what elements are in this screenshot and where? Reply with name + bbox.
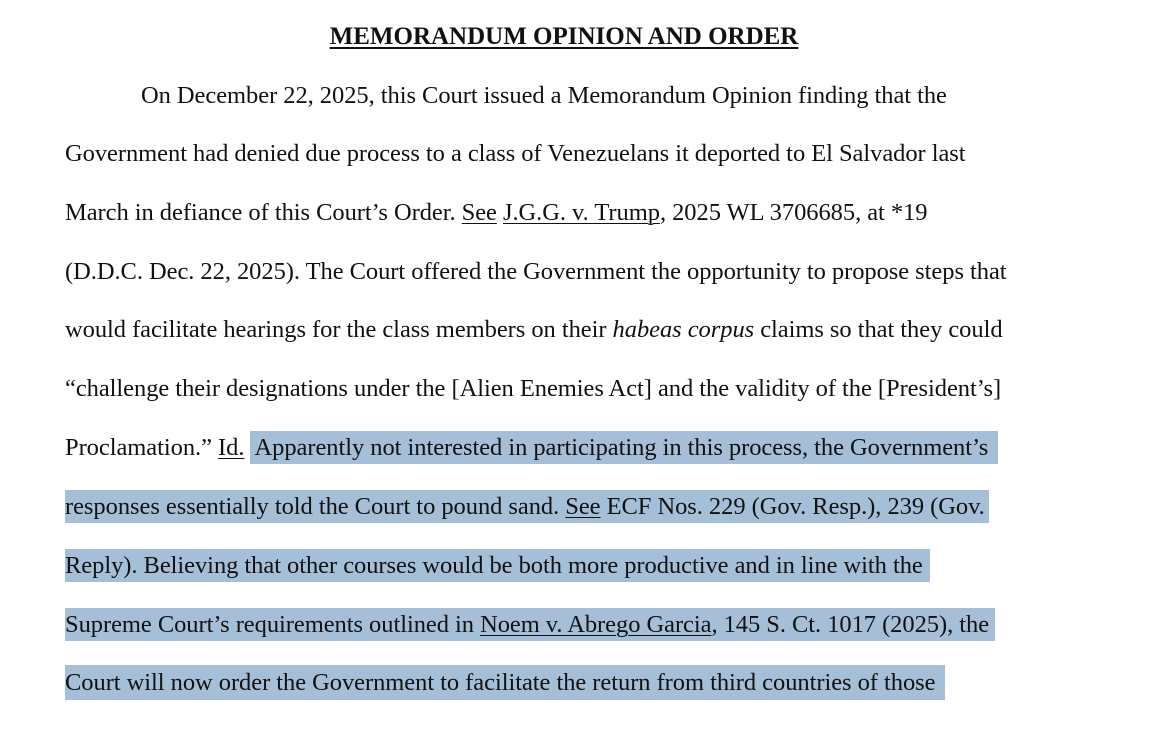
line-text: Government had denied due process to a class of Venezuelans it deported to El Salvador last — [65, 140, 966, 167]
italic-term: habeas corpus — [612, 316, 755, 343]
paragraph-line-9 — [65, 549, 930, 583]
line-text: would facilitate hearings for the class members on their — [65, 316, 613, 343]
line-text: March in defiance of this Court’s Order. — [65, 199, 462, 226]
paragraph-line-8 — [65, 490, 989, 524]
paragraph-line-7 — [65, 431, 998, 465]
line-text: , 145 S. Ct. 1017 (2025), the — [711, 611, 990, 638]
line-text: ECF Nos. 229 (Gov. Resp.), 239 (Gov. — [600, 493, 985, 520]
line-text: “challenge their designations under the [Alien Enemies Act] and the validity of the [President’s] — [65, 375, 1002, 402]
citation-id: Id. — [218, 434, 245, 461]
paragraph-line-1 — [141, 79, 947, 113]
line-text: , 2025 WL 3706685, at *19 — [659, 199, 928, 226]
document-title: MEMORANDUM OPINION AND ORDER — [329, 23, 799, 50]
paragraph-line-3 — [65, 196, 927, 230]
line-text: responses essentially told the Court to pound sand. — [65, 493, 566, 520]
paragraph-line-5 — [65, 313, 1003, 347]
highlighted-text — [65, 608, 995, 641]
paragraph-line-11 — [65, 666, 945, 700]
line-text: Proclamation.” — [65, 434, 219, 461]
highlighted-text: Court will now order the Government to facilitate the return from third countries of those — [65, 665, 945, 700]
paragraph-line-4 — [65, 255, 1007, 289]
highlighted-text: Apparently not interested in participating in this process, the Government’s — [250, 431, 998, 464]
line-text: On December 22, 2025, this Court issued a Memorandum Opinion finding that the — [141, 82, 947, 109]
citation-signal-see: See — [565, 493, 601, 520]
citation-signal-see: See — [461, 199, 497, 226]
case-name: J.G.G. v. Trump — [502, 199, 660, 226]
line-text: claims so that they could — [754, 316, 1003, 343]
highlighted-text — [65, 490, 989, 523]
paragraph-line-2 — [65, 137, 966, 171]
paragraph-line-6 — [65, 372, 1001, 406]
highlighted-text: Reply). Believing that other courses would be both more productive and in line with the — [65, 549, 930, 582]
line-text: (D.D.C. Dec. 22, 2025). The Court offered the Government the opportunity to propose steps that — [65, 258, 1007, 285]
case-name: Noem v. Abrego Garcia — [480, 611, 712, 638]
paragraph-line-10 — [65, 608, 995, 642]
line-text: Supreme Court’s requirements outlined in — [65, 611, 481, 638]
